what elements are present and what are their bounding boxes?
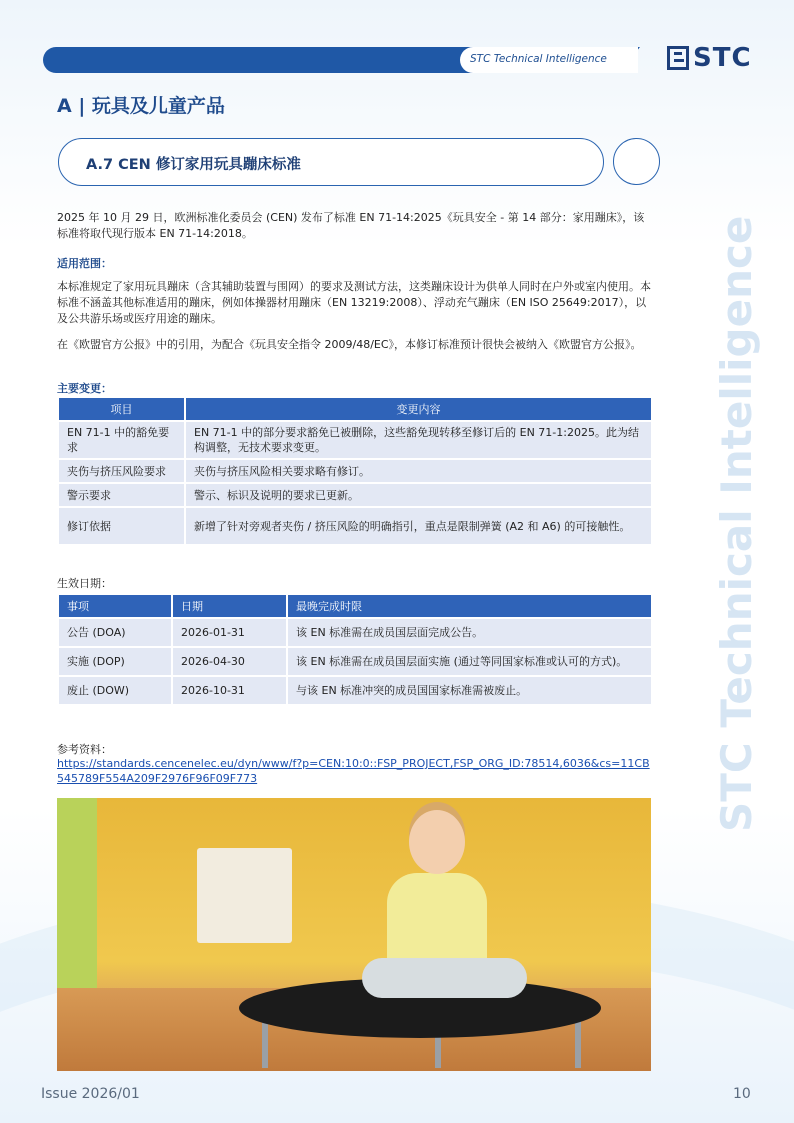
table-row	[59, 648, 651, 675]
table-header-cell: 项目	[59, 398, 184, 420]
table-cell: 公告 (DOA)	[59, 619, 171, 646]
table-row	[59, 422, 651, 458]
side-brand-watermark: STC Technical Intelligence	[712, 215, 761, 832]
table-header-cell: 变更内容	[186, 398, 651, 420]
table-header-row	[59, 595, 651, 617]
issue-label: Issue 2026/01	[41, 1086, 140, 1102]
table-row	[59, 460, 651, 482]
stc-logo-text: STC	[693, 43, 752, 73]
table-cell: 废止 (DOW)	[59, 677, 171, 704]
table-cell: 新增了针对旁观者夹伤 / 挤压风险的明确指引，重点是限制弹簧 (A2 和 A6) 的可接触性。	[186, 508, 651, 544]
table-cell: 修订依据	[59, 508, 184, 544]
photo-radiator	[197, 848, 292, 943]
stc-logo-mark-icon	[667, 46, 689, 70]
reference-link[interactable]: https://standards.cencenelec.eu/dyn/www/f?p=CEN:10:0::FSP_PROJECT,FSP_ORG_ID:78514,6036&cs=11CB545789F554A209F2976F96F09F773	[57, 757, 650, 785]
table-cell: EN 71-1 中的部分要求豁免已被删除，这些豁免现转移至修订后的 EN 71-1:2025。此为结构调整，无技术要求变更。	[186, 422, 651, 458]
header-strip-text: STC Technical Intelligence	[470, 53, 607, 65]
section-title: A | 玩具及儿童产品	[57, 95, 225, 117]
table-cell: 2026-10-31	[173, 677, 286, 704]
table-cell: 实施 (DOP)	[59, 648, 171, 675]
photo-child-head	[409, 810, 465, 874]
table-cell: 警示要求	[59, 484, 184, 506]
table-header-cell: 最晚完成时限	[288, 595, 651, 617]
table-cell: 该 EN 标准需在成员国层面实施 (通过等同国家标准或认可的方式)。	[288, 648, 651, 675]
intro-paragraph: 2025 年 10 月 29 日，欧洲标准化委员会 (CEN) 发布了标准 EN 71-14:2025《玩具安全 - 第 14 部分：家用蹦床》，该标准将取代现行版本 EN 71-14:2018。	[57, 211, 645, 240]
table-cell: 与该 EN 标准冲突的成员国国家标准需被废止。	[288, 677, 651, 704]
table-header-cell: 事项	[59, 595, 171, 617]
reference-label: 参考资料：	[57, 743, 112, 756]
table-row	[59, 619, 651, 646]
table-cell: 2026-04-30	[173, 648, 286, 675]
scope-label: 适用范围：	[57, 257, 112, 270]
table-cell: 夹伤与挤压风险相关要求略有修订。	[186, 460, 651, 482]
child-on-trampoline-photo	[57, 798, 651, 1071]
table-cell: 夹伤与挤压风险要求	[59, 460, 184, 482]
effective-label: 生效日期：	[57, 577, 112, 590]
photo-child-legs	[362, 958, 527, 998]
subtitle-text: A.7 CEN 修订家用玩具蹦床标准	[86, 157, 301, 173]
table-header-cell: 日期	[173, 595, 286, 617]
page-number: 10	[733, 1086, 751, 1102]
table-cell: 2026-01-31	[173, 619, 286, 646]
directive-paragraph: 在《欧盟官方公报》中的引用，为配合《玩具安全指令 2009/48/EC》，本修订标准预计很快会被纳入《欧盟官方公报》。	[57, 338, 642, 351]
table-header-row	[59, 398, 651, 420]
table-cell: EN 71-1 中的豁免要求	[59, 422, 184, 458]
subtitle-circle-decoration	[613, 138, 660, 185]
scope-paragraph: 本标准规定了家用玩具蹦床（含其辅助装置与围网）的要求及测试方法，这类蹦床设计为供单人同时在户外或室内使用。本标准不涵盖其他标准适用的蹦床，例如体操器材用蹦床（EN 13219:2008）、浮动充气蹦床（EN ISO 25649:2017），以及公共游乐场或医疗用途的蹦床。	[57, 280, 651, 325]
table-row	[59, 508, 651, 544]
changes-label: 主要变更：	[57, 382, 112, 395]
table-cell: 警示、标识及说明的要求已更新。	[186, 484, 651, 506]
table-row	[59, 484, 651, 506]
table-row	[59, 677, 651, 704]
changes-table	[57, 396, 653, 546]
effective-dates-table	[57, 593, 653, 706]
stc-logo	[667, 45, 752, 71]
table-cell: 该 EN 标准需在成员国层面完成公告。	[288, 619, 651, 646]
